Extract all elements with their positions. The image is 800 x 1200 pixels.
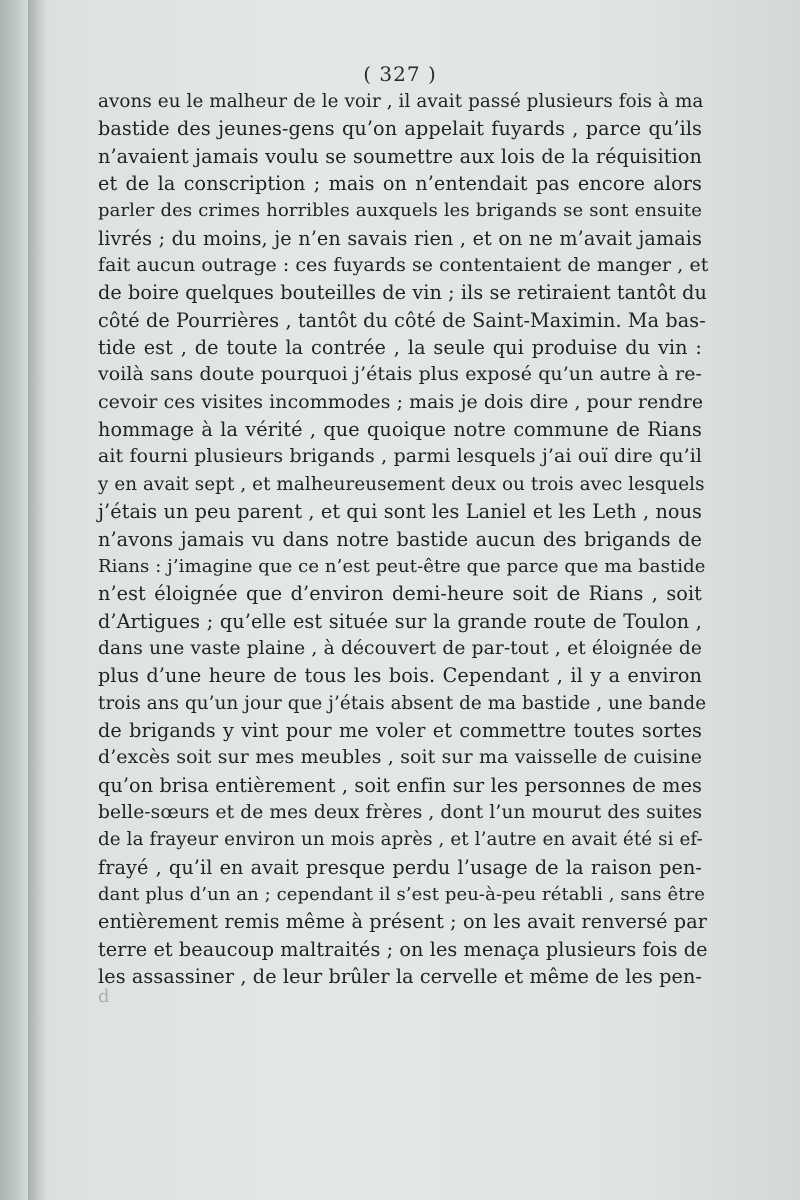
text-line: les assassiner , de leur brûler la cervelle et même de les pen- <box>98 965 702 988</box>
page-number: ( 327 ) <box>363 62 437 86</box>
text-line: bastide des jeunes-gens qu’on appelait fuyards , parce qu’ils <box>98 117 702 141</box>
text-line: dans une vaste plaine , à découvert de par-tout , et éloignée de <box>98 637 702 659</box>
text-line: de boire quelques bouteilles de vin ; ils se retiraient tantôt du <box>98 281 707 305</box>
text-line: dant plus d’un an ; cependant il s’est peu-à-peu rétabli , sans être <box>98 883 705 905</box>
text-line: frayé , qu’il en avait presque perdu l’usage de la raison pen- <box>98 855 702 879</box>
text-line: n’est éloignée que d’environ demi-heure soit de Rians , soit <box>98 582 702 606</box>
text-line: tide est , de toute la contrée , la seule qui produise du vin : <box>98 336 702 360</box>
text-line: n’avons jamais vu dans notre bastide aucun des brigands de <box>98 527 702 551</box>
body-text <box>98 88 709 990</box>
text-line: entièrement remis même à présent ; on les avait renversé par <box>98 910 708 934</box>
text-line: de brigands y vint pour me voler et commettre toutes sortes <box>98 718 702 742</box>
facing-page-edge <box>0 0 28 1200</box>
text-line: Rians : j’imagine que ce n’est peut-être que parce que ma bastide <box>98 555 706 577</box>
text-line: de la frayeur environ un mois après , et l’autre en avait été si ef- <box>98 829 703 851</box>
text-line: ait fourni plusieurs brigands , parmi lesquels j’ai ouï dire qu’il <box>98 445 702 468</box>
text-line: avons eu le malheur de le voir , il avait passé plusieurs fois à ma <box>98 91 704 112</box>
text-line: plus d’une heure de tous les bois. Cependant , il y a environ <box>98 664 702 688</box>
text-line: qu’on brisa entièrement , soit enfin sur les personnes de mes <box>98 773 702 797</box>
text-line: côté de Pourrières , tantôt du côté de Saint-Maximin. Ma bas- <box>98 308 706 332</box>
text-line: et de la conscription ; mais on n’entendait pas encore alors <box>98 172 702 196</box>
text-line: d’excès soit sur mes meubles , soit sur ma vaisselle de cuisine <box>98 746 702 769</box>
text-line: fait aucun outrage : ces fuyards se contentaient de manger , et <box>98 254 709 277</box>
gutter-shadow <box>28 0 46 1200</box>
text-line: j’étais un peu parent , et qui sont les Laniel et les Leth , nous <box>98 500 702 524</box>
text-line: trois ans qu’un jour que j’étais absent de ma bastide , une bande <box>98 692 707 714</box>
text-line: n’avaient jamais voulu se soumettre aux lois de la réquisition <box>98 144 702 168</box>
catchword: d <box>98 986 110 1007</box>
text-line: hommage à la vérité , que quoique notre commune de Rians <box>98 418 702 442</box>
text-line: terre et beaucoup maltraités ; on les menaça plusieurs fois de <box>98 937 708 961</box>
text-line: parler des crimes horribles auxquels les brigands se sont ensuite <box>98 200 702 222</box>
text-line: d’Artigues ; qu’elle est située sur la grande route de Toulon , <box>98 609 702 633</box>
text-line: livrés ; du moins, je n’en savais rien , et on ne m’avait jamais <box>98 226 702 250</box>
text-line: voilà sans doute pourquoi j’étais plus exposé qu’un autre à re- <box>98 363 702 386</box>
text-line: belle-sœurs et de mes deux frères , dont l’un mourut des suites <box>98 801 703 823</box>
text-line: cevoir ces visites incommodes ; mais je dois dire , pour rendre <box>98 390 704 413</box>
text-line: y en avait sept , et malheureusement deux ou trois avec lesquels <box>98 473 705 495</box>
